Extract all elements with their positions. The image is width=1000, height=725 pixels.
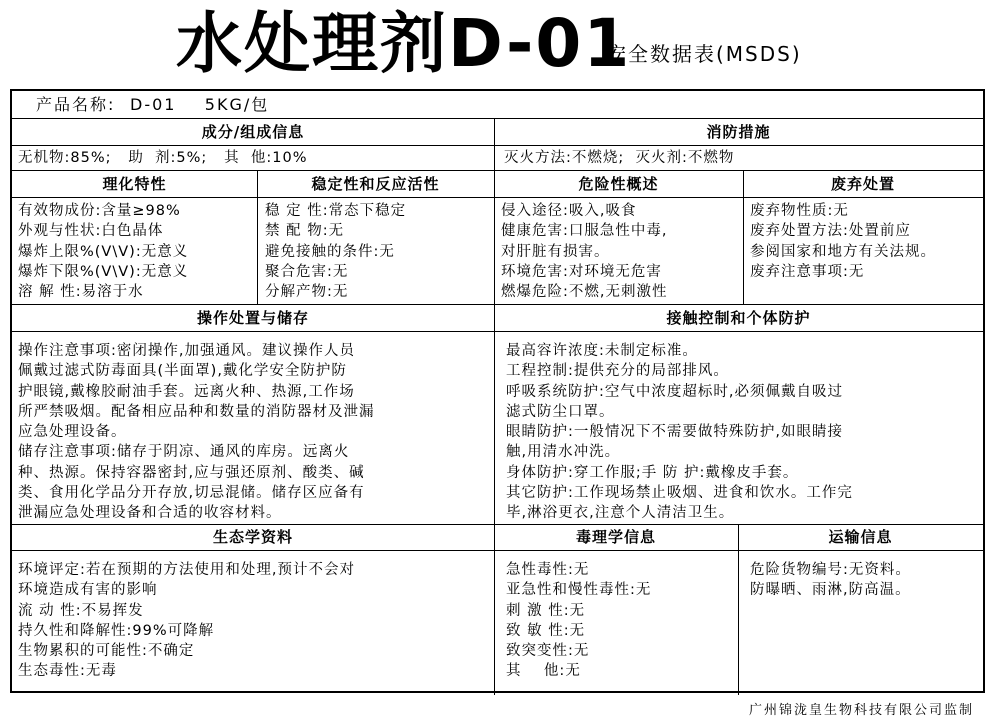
exposure-line: 毕,淋浴更衣,注意个人清洁卫生。 bbox=[506, 505, 735, 522]
exposure-line: 身体防护:穿工作服;手 防 护:戴橡皮手套。 bbox=[506, 464, 799, 481]
stability-block bbox=[265, 201, 406, 302]
rule-row2-header bbox=[12, 197, 983, 198]
hazard-line: 健康危害:口服急性中毒, bbox=[501, 223, 668, 240]
ecology-line: 生态毒性:无毒 bbox=[18, 663, 117, 680]
physchem-line: 溶 解 性:易溶于水 bbox=[18, 284, 144, 301]
disposal-block bbox=[750, 201, 936, 282]
toxicology-line: 刺 激 性:无 bbox=[506, 602, 586, 619]
toxicology-line: 其 他:无 bbox=[506, 663, 581, 680]
ecology-line: 环境造成有害的影响 bbox=[18, 582, 158, 599]
handling-line: 佩戴过滤式防毒面具(半面罩),戴化学安全防护防 bbox=[18, 363, 347, 380]
transport-line: 危险货物编号:无资料。 bbox=[750, 562, 911, 578]
stability-line: 避免接触的条件:无 bbox=[265, 243, 395, 260]
footer-company: 广州锦泷皇生物科技有限公司监制 bbox=[748, 703, 974, 718]
hazard-header: 危险性概述 bbox=[578, 175, 659, 193]
transport-header: 运输信息 bbox=[828, 528, 893, 546]
toxicology-block bbox=[506, 560, 651, 682]
rule-row3 bbox=[12, 524, 983, 525]
hazard-block bbox=[501, 201, 668, 302]
stability-line: 禁 配 物:无 bbox=[265, 223, 345, 240]
disposal-line: 参阅国家和地方有关法规。 bbox=[750, 243, 936, 260]
exposure-line: 最高容许浓度:未制定标准。 bbox=[506, 343, 698, 359]
product-name-value: D-01 5KG/包 bbox=[130, 95, 270, 114]
physchem-header: 理化特性 bbox=[102, 175, 167, 193]
rule-row1-header bbox=[12, 145, 983, 146]
composition-text: 无机物:85%; 助 剂:5%; 其 他:10% bbox=[18, 150, 308, 166]
stability-line: 聚合危害:无 bbox=[265, 263, 349, 280]
rule-row1 bbox=[12, 170, 983, 171]
hazard-line: 对肝脏有损害。 bbox=[501, 243, 610, 260]
exposure-line: 触,用清水冲洗。 bbox=[506, 444, 621, 461]
handling-block bbox=[18, 341, 375, 524]
disposal-line: 废弃处置方法:处置前应 bbox=[750, 223, 911, 240]
composition-header: 成分/组成信息 bbox=[201, 123, 305, 141]
toxicology-line: 急性毒性:无 bbox=[506, 562, 590, 578]
fire-header: 消防措施 bbox=[706, 123, 771, 141]
exposure-line: 滤式防尘口罩。 bbox=[506, 403, 615, 420]
disposal-line: 废弃注意事项:无 bbox=[750, 263, 865, 280]
exposure-block bbox=[506, 341, 853, 524]
ecology-header: 生态学资料 bbox=[212, 528, 293, 546]
document-subtitle: 安全数据表(MSDS) bbox=[606, 42, 802, 66]
rule-product bbox=[12, 118, 983, 119]
handling-line: 护眼镜,戴橡胶耐油手套。远离火种、热源,工作场 bbox=[18, 383, 355, 400]
disposal-line: 废弃物性质:无 bbox=[750, 203, 849, 219]
exposure-header: 接触控制和个体防护 bbox=[666, 309, 811, 327]
ecology-line: 持久性和降解性:99%可降解 bbox=[18, 622, 215, 639]
handling-line: 种、热源。保持容器密封,应与强还原剂、酸类、碱 bbox=[18, 464, 365, 481]
toxicology-line: 致 敏 性:无 bbox=[506, 622, 586, 639]
handling-line: 储存注意事项:储存于阴凉、通风的库房。远离火 bbox=[18, 444, 350, 461]
toxicology-header: 毒理学信息 bbox=[575, 528, 656, 546]
handling-line: 泄漏应急处理设备和合适的收容材料。 bbox=[18, 505, 282, 522]
physchem-line: 外观与性状:白色晶体 bbox=[18, 223, 164, 240]
handling-line: 类、食用化学品分开存放,切忌混储。储存区应备有 bbox=[18, 485, 365, 502]
handling-line: 操作注意事项:密闭操作,加强通风。建议操作人员 bbox=[18, 343, 355, 359]
physchem-block bbox=[18, 201, 188, 302]
disposal-header: 废弃处置 bbox=[830, 175, 895, 193]
exposure-line: 呼吸系统防护:空气中浓度超标时,必须佩戴自吸过 bbox=[506, 383, 843, 400]
stability-line: 分解产物:无 bbox=[265, 284, 349, 301]
rule-row2 bbox=[12, 304, 983, 305]
toxicology-line: 亚急性和慢性毒性:无 bbox=[506, 582, 652, 599]
fire-text: 灭火方法:不燃烧; 灭火剂:不燃物 bbox=[504, 150, 735, 166]
stability-line: 稳 定 性:常态下稳定 bbox=[265, 203, 407, 219]
hazard-line: 环境危害:对环境无危害 bbox=[501, 263, 662, 280]
physchem-line: 爆炸下限%(V\V):无意义 bbox=[18, 263, 189, 280]
handling-line: 所严禁吸烟。配备相应品种和数量的消防器材及泄漏 bbox=[18, 403, 375, 420]
rule-center bbox=[494, 118, 495, 695]
rule-row4-right bbox=[738, 524, 739, 695]
document-title: 水处理剂D-01 bbox=[176, 5, 632, 82]
msds-table bbox=[10, 89, 985, 693]
product-name-label: 产品名称: bbox=[36, 95, 116, 114]
exposure-line: 工程控制:提供充分的局部排风。 bbox=[506, 363, 729, 380]
ecology-line: 环境评定:若在预期的方法使用和处理,预计不会对 bbox=[18, 562, 355, 578]
ecology-line: 流 动 性:不易挥发 bbox=[18, 602, 144, 619]
physchem-line: 爆炸上限%(V\V):无意义 bbox=[18, 243, 189, 260]
exposure-line: 眼睛防护:一般情况下不需要做特殊防护,如眼睛接 bbox=[506, 424, 843, 441]
ecology-line: 生物累积的可能性:不确定 bbox=[18, 643, 195, 660]
transport-line: 防曝晒、雨淋,防高温。 bbox=[750, 582, 911, 599]
handling-header: 操作处置与储存 bbox=[196, 309, 309, 327]
transport-block bbox=[750, 560, 911, 601]
rule-row3-header bbox=[12, 331, 983, 332]
toxicology-line: 致突变性:无 bbox=[506, 643, 590, 660]
handling-line: 应急处理设备。 bbox=[18, 424, 127, 441]
hazard-line: 侵入途径:吸入,吸食 bbox=[501, 203, 637, 219]
physchem-line: 有效物成份:含量≥98% bbox=[18, 203, 181, 219]
rule-row4-header bbox=[12, 550, 983, 551]
hazard-line: 燃爆危险:不燃,无刺激性 bbox=[501, 284, 668, 301]
exposure-line: 其它防护:工作现场禁止吸烟、进食和饮水。工作完 bbox=[506, 485, 853, 502]
ecology-block bbox=[18, 560, 355, 682]
stability-header: 稳定性和反应活性 bbox=[311, 175, 440, 193]
